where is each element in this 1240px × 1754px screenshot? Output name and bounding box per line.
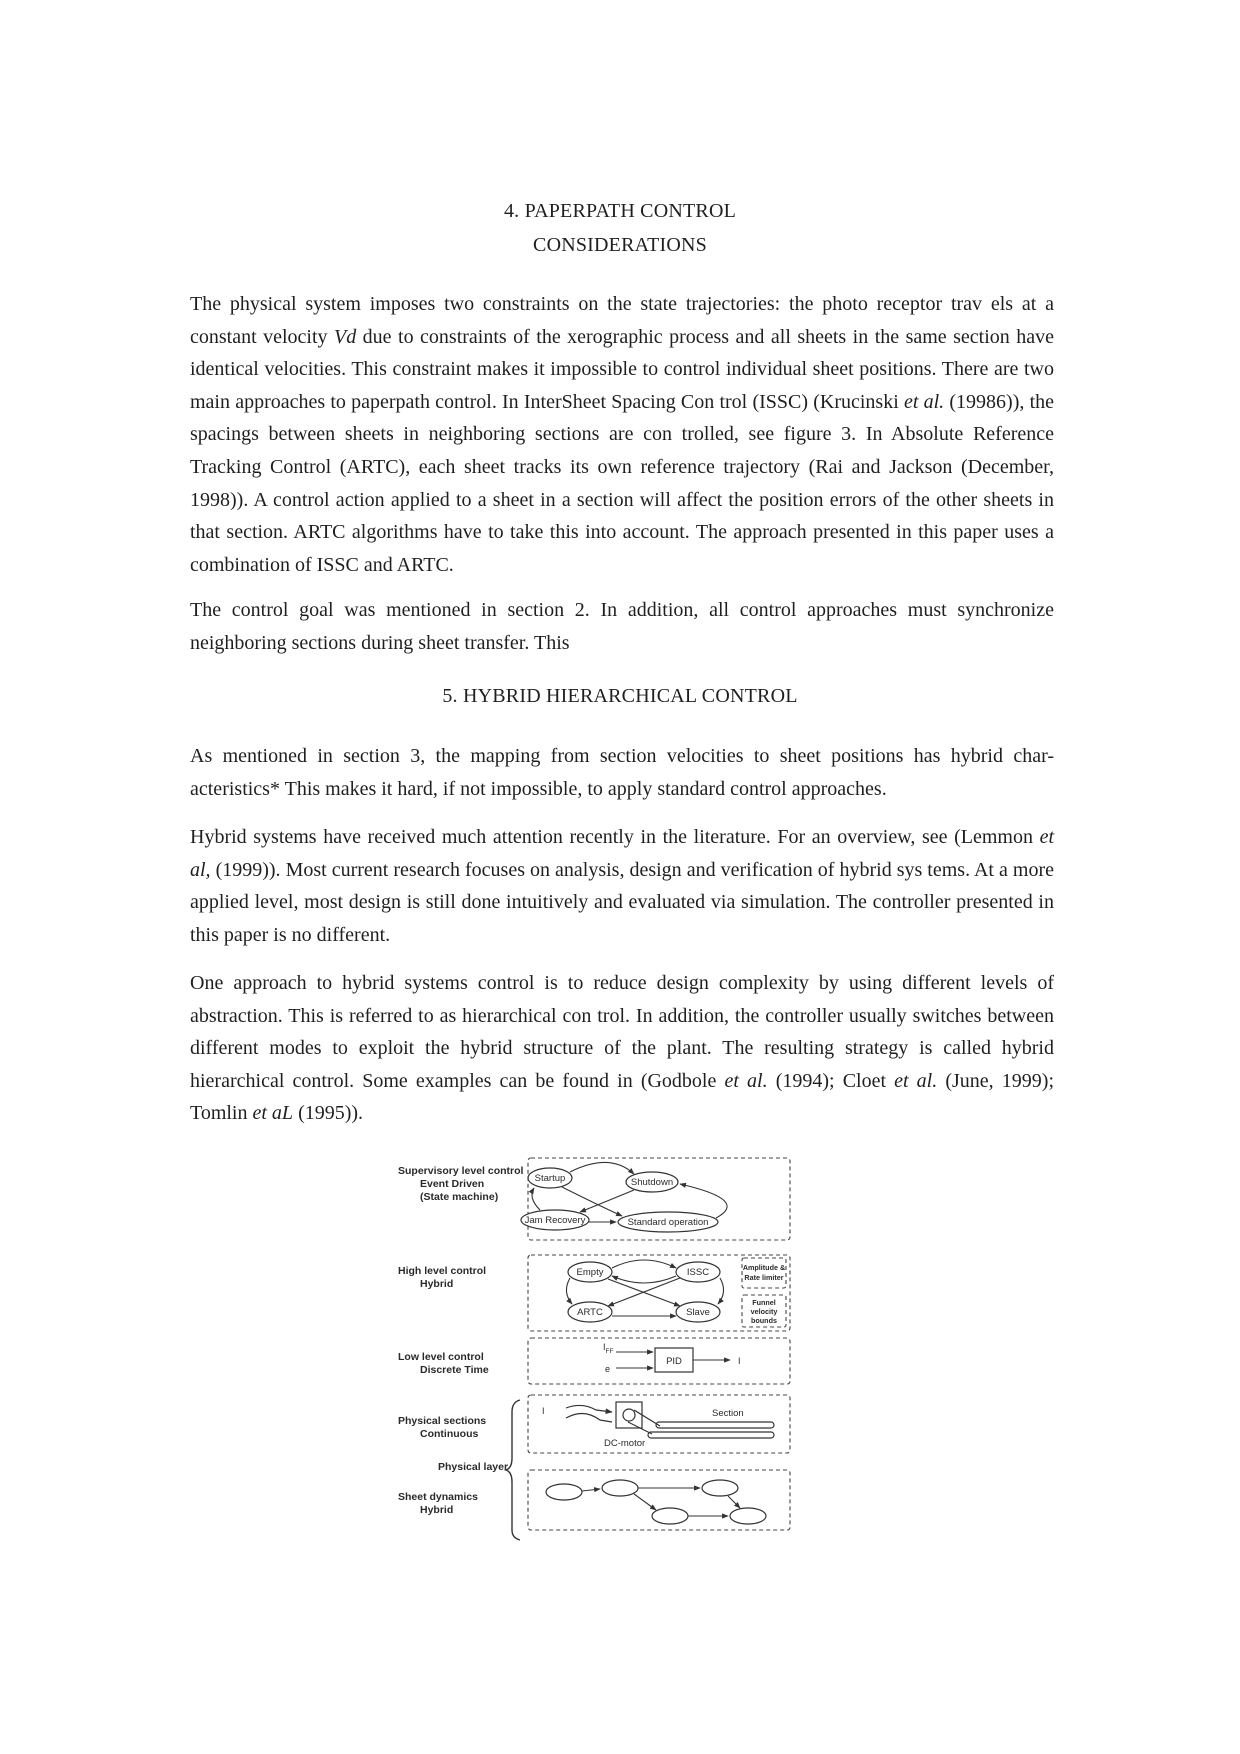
physical-input-label: I: [542, 1406, 545, 1416]
citation-etal: et al.: [724, 1069, 768, 1092]
label-sheet-dynamics-1: Sheet dynamics: [398, 1491, 478, 1503]
citation-etal: et al.: [894, 1069, 938, 1092]
funnel-label-1: Funnel: [752, 1298, 776, 1307]
text-run: due to constraints of the xerographic process and all sheets in the same section have identical velocities. This constraint makes it impossible to control individual sheet positions. There are two main approaches to paperpath control. In InterSheet Spacing Con trol (ISSC) (Krucinski: [190, 325, 1054, 413]
text-run: (1994); Cloet: [767, 1069, 895, 1092]
sheet-edge-3-5: [728, 1496, 740, 1508]
section-4-title-line2: CONSIDERATIONS: [533, 234, 707, 256]
text-run: The physical system imposes two constraints on the state trajectories: the photo receptor trav els at a constant velocity: [190, 293, 1054, 348]
physical-sections-box: [528, 1395, 790, 1453]
sheet-edge-1-2: [582, 1489, 600, 1491]
slave-label: Slave: [686, 1307, 710, 1318]
section-4-paragraph-2: [190, 594, 1054, 659]
section-4-heading-line2: [0, 229, 1240, 262]
section-4-heading: [0, 195, 1240, 228]
section-5-title: HYBRID HIERARCHICAL CONTROL: [462, 685, 798, 707]
input-wire: [566, 1405, 612, 1412]
section-5-heading: [0, 680, 1240, 713]
section-5-paragraph-2: [190, 821, 1054, 951]
edge-jam-startup: [532, 1188, 540, 1210]
sheet-state-1: [546, 1484, 582, 1500]
constraint-labels: [743, 1263, 785, 1325]
dc-motor-block: [616, 1402, 642, 1428]
section-belt-lower: [648, 1432, 774, 1438]
label-supervisory-1: Supervisory level control: [398, 1165, 524, 1177]
edge-issc-slave: [718, 1278, 724, 1304]
sheet-dynamics-states: [546, 1480, 766, 1524]
label-low-1: Low level control: [398, 1351, 484, 1363]
empty-label: Empty: [576, 1267, 604, 1278]
artc-label: ARTC: [577, 1307, 603, 1318]
section-5-paragraph-3: [190, 967, 1054, 1130]
amplitude-label-2: Rate limiter: [744, 1273, 784, 1282]
motor-roller: [623, 1409, 635, 1421]
sheet-edge-2-4: [634, 1494, 656, 1510]
section-5-paragraph-1: [190, 740, 1054, 805]
pid-label: PID: [666, 1356, 682, 1367]
label-low-2: Discrete Time: [420, 1364, 489, 1376]
sheet-state-4: [652, 1508, 688, 1524]
input-error: e: [605, 1364, 611, 1374]
sheet-state-3: [702, 1480, 738, 1496]
label-high-2: Hybrid: [420, 1278, 454, 1290]
shutdown-label: Shutdown: [630, 1177, 674, 1188]
funnel-label-2: velocity: [750, 1307, 778, 1316]
label-supervisory-3: (State machine): [420, 1191, 499, 1203]
label-high-1: High level control: [398, 1265, 487, 1277]
edge-empty-artc: [566, 1278, 572, 1304]
label-supervisory-2: Event Driven: [420, 1178, 485, 1190]
text-run: Hybrid systems have received much attention recently in the literature. For an overview, see (Lemmon: [190, 826, 1040, 848]
label-sheet-dynamics-2: Hybrid: [420, 1504, 454, 1516]
input-wire-2: [566, 1413, 612, 1422]
level-labels: [398, 1165, 524, 1516]
startup-label: Startup: [534, 1173, 566, 1184]
text-run: (1999)). Most current research focuses on analysis, design and verification of hybrid sys tems. At a more applied level, most design is still done intuitively and evaluated via simulation. The controller presented in this paper is no different.: [190, 858, 1054, 946]
hierarchy-figure: [390, 1140, 860, 1550]
physical-layer-brace: [506, 1400, 520, 1540]
supervisory-state-labels: [525, 1173, 709, 1228]
sheet-state-5: [730, 1508, 766, 1524]
citation-etal: et aL: [252, 1102, 294, 1125]
edge-startup-shutdown: [570, 1162, 634, 1174]
section-4-paragraph-1: [190, 288, 1054, 581]
edge-issc-empty: [612, 1276, 676, 1283]
standard-operation-label: Standard operation: [627, 1217, 709, 1228]
output-current: I: [738, 1356, 741, 1366]
section-label: Section: [712, 1408, 744, 1419]
text-run: The control goal was mentioned in section 2. In addition, all control approaches must synchronize neighboring sections during sheet transfer. This: [190, 599, 1054, 654]
symbol-vd: Vd: [334, 325, 357, 348]
text-run: One approach to hybrid systems control is to reduce design complexity by using different levels of abstraction. This is referred to as hierarchical con trol. In addition, the controller usually switches between different modes to exploit the hybrid structure of the plant. The resulting strategy is called hybrid hierarchical control. Some examples can be found in (Godbole: [190, 972, 1054, 1092]
funnel-label-3: bounds: [751, 1316, 777, 1325]
text-run: (June, 1999); Tomlin: [190, 1069, 1055, 1125]
sheet-state-2: [602, 1480, 638, 1496]
section-5-number: 5.: [442, 685, 458, 707]
text-run: As mentioned in section 3, the mapping from section velocities to sheet positions has hybrid char-acteristics* This makes it hard, if not impossible, to apply standard control approaches.: [190, 745, 1054, 800]
section-4-title-line1: PAPERPATH CONTROL: [524, 200, 737, 222]
input-iff: $I_{FF}$: [603, 1342, 614, 1355]
section-belt-upper: [656, 1422, 774, 1428]
text-run: (19986)), the spacings between sheets in neighboring sections are con trolled, see figure 3. In Absolute Reference Tracking Control (ARTC), each sheet tracks its own reference trajectory (Rai and Jackson (December, 1998)). A control action applied to a sheet in a section will affect the position errors of the other sheets in that section. ARTC algorithms have to take this into account. The approach presented in this paper uses a combination of ISSC and ARTC.: [190, 390, 1054, 576]
citation-etal: et al.: [903, 390, 945, 413]
label-physical-layer: Physical layer: [438, 1461, 509, 1473]
section-4-number: 4.: [503, 200, 520, 222]
label-physical-sections-1: Physical sections: [398, 1415, 487, 1427]
text-run: (1995)).: [293, 1102, 364, 1125]
amplitude-label-1: Amplitude &: [742, 1263, 786, 1272]
dc-motor-label: DC-motor: [604, 1438, 646, 1449]
jam-recovery-label: Jam Recovery: [524, 1215, 586, 1226]
edge-empty-issc: [612, 1260, 676, 1268]
citation-etal: et al,: [190, 826, 1054, 881]
issc-label: ISSC: [686, 1267, 710, 1278]
label-physical-sections-2: Continuous: [420, 1428, 479, 1440]
